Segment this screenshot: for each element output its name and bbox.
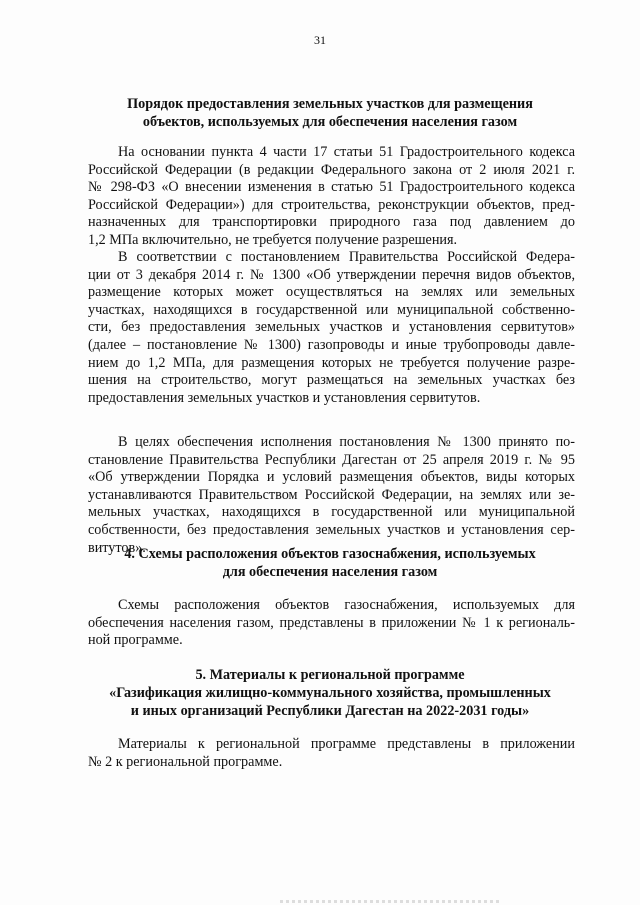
paragraph-line: предоставления земельных участков и установления сервитутов. xyxy=(88,389,481,406)
paragraph-line: назначенных для транспортировки природного газа под давлением до xyxy=(88,214,575,231)
paragraph-line: собственности, без предоставления земельных участков и установления сер- xyxy=(88,521,575,538)
paragraph-line: Российской Федерации») для строительства, реконструкции объектов, пред- xyxy=(88,196,575,213)
paragraph-line: обеспечения населения газом, представлены в приложении № 1 к региональ- xyxy=(88,614,575,631)
paragraph-line: В целях обеспечения исполнения постановления № 1300 принято по- xyxy=(118,434,575,450)
paragraph-line: становление Правительства Республики Дагестан от 25 апреля 2019 г. № 95 xyxy=(88,451,575,468)
heading-line: «Газификация жилищно-коммунального хозяйства, промышленных xyxy=(109,685,551,701)
paragraph-gas-permit xyxy=(88,144,575,250)
heading-line: 4. Схемы расположения объектов газоснабжения, используемых xyxy=(124,546,536,562)
scan-artifact xyxy=(280,900,500,903)
paragraph-line: № 2 к региональной программе. xyxy=(88,753,283,770)
heading-line: и иных организаций Республики Дагестан на 2022-2031 годы» xyxy=(130,703,530,719)
section-4-heading xyxy=(80,545,580,581)
paragraph-line: (далее – постановление № 1300) газопроводы и иные трубопроводы давле- xyxy=(88,336,575,353)
paragraph-line: Материалы к региональной программе представлены в приложении xyxy=(118,736,575,752)
paragraph-decree-1300 xyxy=(88,249,575,407)
paragraph-line: Схемы расположения объектов газоснабжения, используемых для xyxy=(118,597,575,613)
heading-line: объектов, используемых для обеспечения населения газом xyxy=(142,114,518,130)
paragraph-line: витутов». xyxy=(88,539,146,556)
paragraph-section-5 xyxy=(88,736,575,771)
paragraph-section-4 xyxy=(88,597,575,650)
paragraph-line: сти, без предоставления земельных участков и установления сервитутов» xyxy=(88,319,575,336)
section-land-heading xyxy=(80,95,580,131)
paragraph-line: участках, находящихся в государственной или муниципальной собственно- xyxy=(88,301,575,318)
paragraph-line: нием до 1,2 МПа, для размещения которых не требуется получение разре- xyxy=(88,354,575,371)
paragraph-line: «Об утверждении Порядка и условий размещения объектов, виды которых xyxy=(88,469,575,486)
paragraph-line: шения на строительство, могут размещаться на земельных участках без xyxy=(88,372,575,389)
paragraph-line: ной программе. xyxy=(88,632,183,649)
heading-line: Порядок предоставления земельных участков для размещения xyxy=(127,96,533,112)
page-number: 31 xyxy=(314,33,326,47)
heading-line: для обеспечения населения газом xyxy=(222,564,438,580)
paragraph-line: 1,2 МПа включительно, не требуется получение разрешения. xyxy=(88,231,458,248)
paragraph-line: устанавливаются Правительством Российской Федерации, на землях или зе- xyxy=(88,486,575,503)
paragraph-line: мельных участках, находящихся в государственной или муниципальной xyxy=(88,504,575,521)
heading-line: 5. Материалы к региональной программе xyxy=(195,667,465,683)
paragraph-line: На основании пункта 4 части 17 статьи 51 Градостроительного кодекса xyxy=(118,144,575,160)
paragraph-line: В соответствии с постановлением Правительства Российской Федера- xyxy=(118,249,575,265)
paragraph-decree-95 xyxy=(88,434,575,557)
paragraph-line: ции от 3 декабря 2014 г. № 1300 «Об утверждении перечня видов объектов, xyxy=(88,266,575,283)
paragraph-line: № 298-ФЗ «О внесении изменения в статью 51 Градостроительного кодекса xyxy=(88,179,575,196)
paragraph-line: Российской Федерации (в редакции Федерального закона от 2 июля 2021 г. xyxy=(88,161,575,178)
paragraph-line: размещение которых может осуществляться на землях или земельных xyxy=(88,284,575,301)
section-5-heading xyxy=(80,666,580,720)
